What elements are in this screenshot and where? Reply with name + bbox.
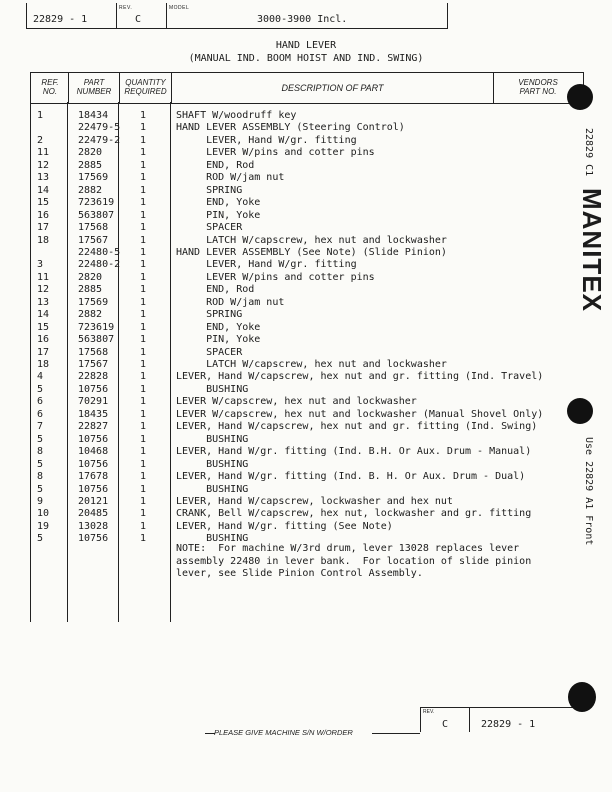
row-description: ROD W/jam nut	[176, 172, 285, 184]
row-ref-no: 14	[37, 184, 50, 196]
footer-doc-number: 22829 - 1	[481, 719, 536, 730]
row-description: SPRING	[176, 184, 243, 196]
footer-rev: C	[442, 719, 449, 730]
row-ref-no: 13	[37, 172, 50, 184]
row-quantity: 1	[140, 371, 147, 383]
row-ref-no: 17	[37, 346, 50, 358]
row-ref-no: 8	[37, 471, 44, 483]
row-part-number: 2820	[78, 271, 103, 283]
row-part-number: 22480-2	[78, 259, 121, 271]
column-header	[30, 72, 584, 104]
row-part-number: 563807	[78, 334, 115, 346]
row-description: END, Rod	[176, 159, 255, 171]
row-description: LEVER, Hand W/capscrew, hex nut and gr. fitting (Ind. Swing)	[176, 421, 538, 433]
row-ref-no: 4	[37, 371, 44, 383]
row-ref-no: 18	[37, 234, 50, 246]
row-part-number: 22827	[78, 421, 109, 433]
row-quantity: 1	[140, 284, 147, 296]
row-ref-no: 9	[37, 495, 44, 507]
row-ref-no: 2	[37, 134, 44, 146]
header-rev-label: REV.	[119, 5, 133, 11]
row-ref-no: 1	[37, 110, 44, 121]
row-part-number: 10756	[78, 483, 109, 495]
row-description: LEVER W/pins and cotter pins	[176, 271, 375, 283]
binder-hole	[568, 682, 596, 712]
row-ref-no: 17	[37, 222, 50, 234]
row-description: LATCH W/capscrew, hex nut and lockwasher	[176, 359, 447, 370]
row-description: LATCH W/capscrew, hex nut and lockwasher	[176, 234, 447, 246]
row-part-number: 10756	[78, 458, 109, 470]
row-part-number: 2820	[78, 147, 103, 159]
row-quantity: 1	[140, 359, 147, 370]
row-quantity: 1	[140, 346, 147, 358]
row-ref-no: 13	[37, 296, 50, 308]
side-code: 22829 C1	[583, 128, 594, 177]
col-vendor-line2: PART NO.	[519, 87, 557, 96]
col-vendor-line1: VENDORS	[518, 78, 558, 87]
row-description: HAND LEVER ASSEMBLY (Steering Control)	[176, 122, 405, 134]
row-description: BUSHING	[176, 483, 249, 495]
row-ref-no: 10	[37, 508, 50, 520]
row-part-number: 10756	[78, 383, 109, 395]
row-description: LEVER, Hand W/gr. fitting (See Note)	[176, 520, 393, 532]
col-description: DESCRIPTION OF PART	[281, 83, 384, 93]
header-model: 3000-3900 Incl.	[257, 14, 348, 25]
col-part-line2: NUMBER	[76, 87, 112, 96]
row-part-number: 22480-5	[78, 246, 121, 258]
row-part-number: 723619	[78, 197, 115, 209]
row-quantity: 1	[140, 271, 147, 283]
row-ref-no: 5	[37, 383, 44, 395]
note-text: NOTE: For machine W/3rd drum, lever 13028 replaces lever assembly 22480 in lever bank. For location of slide pinion lever, see Slide Pinion Control Assembly.	[176, 543, 532, 579]
row-quantity: 1	[140, 222, 147, 234]
row-ref-no: 6	[37, 396, 44, 408]
row-part-number: 2882	[78, 309, 103, 321]
row-ref-no: 12	[37, 284, 50, 296]
row-description: LEVER, Hand W/capscrew, hex nut and gr. fitting (Ind. Travel)	[176, 371, 544, 383]
page-subtitle: (MANUAL IND. BOOM HOIST AND IND. SWING)	[188, 53, 424, 64]
binder-hole	[567, 84, 593, 110]
row-description: LEVER, Hand W/gr. fitting (Ind. B.H. Or Aux. Drum - Manual)	[176, 446, 532, 458]
row-quantity: 1	[140, 296, 147, 308]
row-quantity: 1	[140, 172, 147, 184]
row-ref-no: 6	[37, 408, 44, 420]
side-front-text: Use 22829 A1 Front	[583, 437, 594, 546]
row-part-number: 22828	[78, 371, 109, 383]
row-description: LEVER, Hand W/gr. fitting	[176, 259, 357, 271]
row-description: HAND LEVER ASSEMBLY (See Note) (Slide Pinion)	[176, 246, 447, 258]
body-ref-divider	[67, 102, 68, 622]
row-ref-no: 5	[37, 433, 44, 445]
row-description: LEVER, Hand W/gr. fitting (Ind. B. H. Or Aux. Drum - Dual)	[176, 471, 526, 483]
row-part-number: 13028	[78, 520, 109, 532]
row-ref-no: 12	[37, 159, 50, 171]
row-description: LEVER W/pins and cotter pins	[176, 147, 375, 159]
row-description: END, Yoke	[176, 197, 261, 209]
row-quantity: 1	[140, 184, 147, 196]
row-part-number: 17568	[78, 346, 109, 358]
row-part-number: 10756	[78, 533, 109, 545]
row-description: PIN, Yoke	[176, 334, 261, 346]
row-quantity: 1	[140, 209, 147, 221]
row-ref-no: 15	[37, 321, 50, 333]
body-qty-divider	[170, 102, 171, 622]
row-part-number: 563807	[78, 209, 115, 221]
header-doc-number: 22829 - 1	[33, 14, 88, 25]
row-quantity: 1	[140, 122, 147, 134]
row-ref-no: 3	[37, 259, 44, 271]
row-quantity: 1	[140, 110, 147, 121]
footer-order-text: PLEASE GIVE MACHINE S/N W/ORDER	[214, 728, 353, 737]
col-ref-line2: NO.	[42, 87, 58, 96]
row-part-number: 17567	[78, 359, 109, 370]
body-left-border	[30, 102, 31, 622]
row-description: BUSHING	[176, 383, 249, 395]
row-quantity: 1	[140, 246, 147, 258]
row-description: LEVER W/capscrew, hex nut and lockwasher	[176, 396, 417, 408]
row-part-number: 17569	[78, 172, 109, 184]
row-quantity: 1	[140, 321, 147, 333]
row-description: SPRING	[176, 309, 243, 321]
header-rev: C	[135, 14, 142, 25]
row-quantity: 1	[140, 495, 147, 507]
row-part-number: 20121	[78, 495, 109, 507]
col-part-line1: PART	[83, 78, 105, 87]
row-description: LEVER W/capscrew, hex nut and lockwasher (Manual Shovel Only)	[176, 408, 544, 420]
footer-rev-label: REV.	[423, 709, 435, 715]
row-ref-no: 19	[37, 520, 50, 532]
row-quantity: 1	[140, 334, 147, 346]
col-qty-line2: REQUIRED	[124, 87, 167, 96]
footer-box	[420, 707, 583, 732]
row-description: SHAFT W/woodruff key	[176, 110, 297, 121]
row-quantity: 1	[140, 508, 147, 520]
row-quantity: 1	[140, 433, 147, 445]
row-ref-no: 16	[37, 334, 50, 346]
row-part-number: 10756	[78, 433, 109, 445]
row-quantity: 1	[140, 234, 147, 246]
row-quantity: 1	[140, 309, 147, 321]
row-ref-no: 5	[37, 533, 44, 545]
row-description: PIN, Yoke	[176, 209, 261, 221]
row-quantity: 1	[140, 159, 147, 171]
row-description: BUSHING	[176, 458, 249, 470]
row-part-number: 2885	[78, 284, 103, 296]
row-ref-no: 11	[37, 147, 50, 159]
row-part-number: 723619	[78, 321, 115, 333]
row-quantity: 1	[140, 259, 147, 271]
row-part-number: 17678	[78, 471, 109, 483]
row-description: LEVER, Hand W/gr. fitting	[176, 134, 357, 146]
row-quantity: 1	[140, 421, 147, 433]
row-description: END, Rod	[176, 284, 255, 296]
row-quantity: 1	[140, 483, 147, 495]
row-ref-no: 7	[37, 421, 44, 433]
header-model-label: MODEL	[169, 5, 190, 11]
row-part-number: 20485	[78, 508, 109, 520]
row-part-number: 17569	[78, 296, 109, 308]
row-quantity: 1	[140, 446, 147, 458]
row-quantity: 1	[140, 396, 147, 408]
row-part-number: 18434	[78, 110, 109, 121]
row-quantity: 1	[140, 147, 147, 159]
row-quantity: 1	[140, 408, 147, 420]
row-quantity: 1	[140, 197, 147, 209]
row-part-number: 70291	[78, 396, 109, 408]
row-part-number: 22479-5	[78, 122, 121, 134]
row-part-number: 18435	[78, 408, 109, 420]
row-quantity: 1	[140, 134, 147, 146]
row-part-number: 10468	[78, 446, 109, 458]
row-ref-no: 15	[37, 197, 50, 209]
page-title: HAND LEVER	[275, 40, 337, 51]
binder-hole	[567, 398, 593, 424]
side-brand: MANITEX	[577, 188, 607, 312]
row-quantity: 1	[140, 383, 147, 395]
row-description: ROD W/jam nut	[176, 296, 285, 308]
row-description: SPACER	[176, 222, 243, 234]
row-part-number: 17567	[78, 234, 109, 246]
row-quantity: 1	[140, 458, 147, 470]
row-ref-no: 11	[37, 271, 50, 283]
row-description: SPACER	[176, 346, 243, 358]
row-quantity: 1	[140, 533, 147, 545]
row-description: BUSHING	[176, 533, 249, 545]
row-ref-no: 5	[37, 458, 44, 470]
row-part-number: 22479-2	[78, 134, 121, 146]
row-description: LEVER, Hand W/capscrew, lockwasher and hex nut	[176, 495, 453, 507]
row-quantity: 1	[140, 520, 147, 532]
col-qty-line1: QUANTITY	[125, 78, 166, 87]
col-ref-line1: REF.	[41, 78, 59, 87]
row-quantity: 1	[140, 471, 147, 483]
row-description: BUSHING	[176, 433, 249, 445]
row-ref-no: 18	[37, 359, 50, 370]
row-ref-no: 14	[37, 309, 50, 321]
row-description: CRANK, Bell W/capscrew, hex nut, lockwasher and gr. fitting	[176, 508, 532, 520]
row-ref-no: 16	[37, 209, 50, 221]
row-part-number: 17568	[78, 222, 109, 234]
row-description: END, Yoke	[176, 321, 261, 333]
row-part-number: 2885	[78, 159, 103, 171]
body-part-divider	[118, 102, 119, 622]
document-header	[26, 3, 448, 29]
row-part-number: 2882	[78, 184, 103, 196]
row-ref-no: 5	[37, 483, 44, 495]
row-ref-no: 8	[37, 446, 44, 458]
